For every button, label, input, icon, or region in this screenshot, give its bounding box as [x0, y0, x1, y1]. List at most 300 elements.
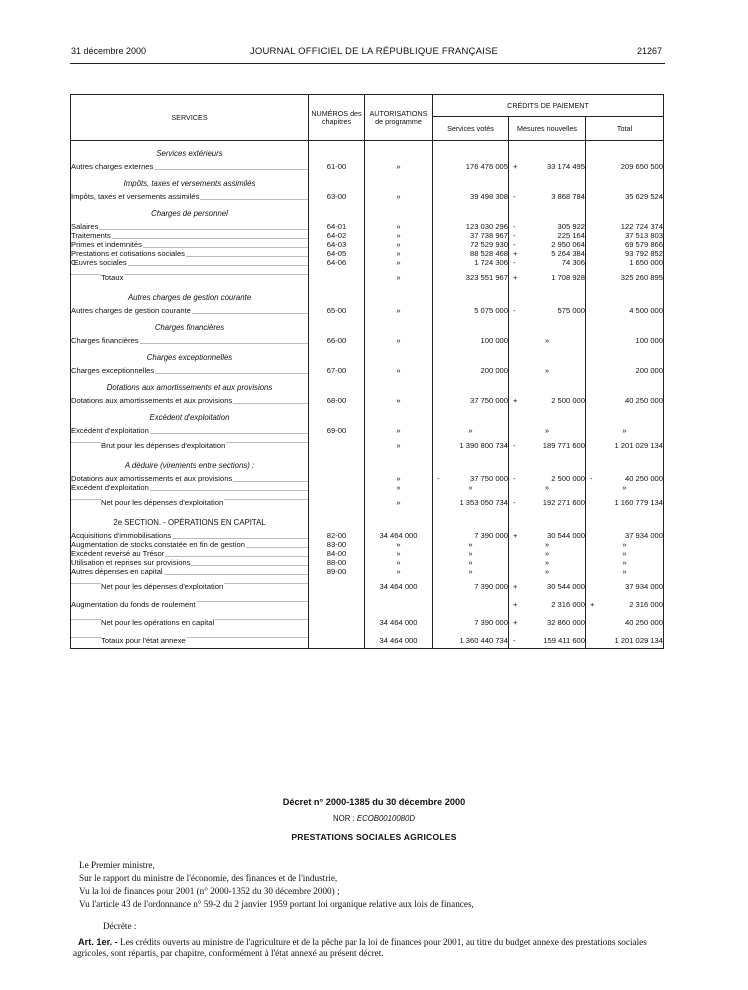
row-label-text: Prestations et cotisations sociales: [71, 249, 185, 258]
total-value-text: »: [622, 426, 627, 435]
empty-cell: [309, 510, 365, 531]
services-votes-value: [433, 366, 509, 375]
services-votes-value-text: 1 724 306: [474, 258, 508, 267]
empty-cell: [509, 315, 586, 336]
services-votes-value: [433, 630, 509, 649]
autorisation-value: 34 464 000: [365, 576, 433, 594]
total-value-text: 1 201 029 134: [614, 636, 663, 645]
total-value: [586, 366, 664, 375]
mesures-nouvelles-value-text: »: [544, 558, 550, 567]
section-heading-row: [71, 345, 664, 366]
row-label-text: Dotations aux amortissements et aux provisions: [71, 474, 233, 483]
services-votes-value-text: »: [468, 558, 473, 567]
decree-line: Le Premier ministre,: [79, 860, 155, 870]
row-label-text: Totaux pour l'état annexe: [101, 636, 186, 645]
empty-cell: [433, 141, 509, 163]
mesures-nouvelles-value-text: »: [544, 540, 550, 549]
services-votes-value: [433, 531, 509, 540]
row-label-text: Charges financières: [71, 336, 139, 345]
decree-line: Vu l'article 43 de l'ordonnance n° 59-2 du 2 janvier 1959 portant loi organique relative aux lois de finances,: [79, 899, 474, 909]
mesures-nouvelles-value-text: 159 411 600: [543, 636, 585, 645]
total-value: [586, 612, 664, 630]
total-value: [586, 540, 664, 549]
mesures-nouvelles-value-text: 189 771 600: [542, 441, 585, 450]
total-value-text: »: [622, 567, 627, 576]
total-value: [586, 549, 664, 558]
services-votes-value: [433, 249, 509, 258]
chapter-number: 64-05: [309, 249, 365, 258]
services-votes-value-text: 7 390 000: [474, 531, 508, 540]
empty-cell: [586, 510, 664, 531]
autorisation-value: »: [365, 492, 433, 510]
section-heading: Impôts, taxes et versements assimilés: [71, 171, 309, 192]
total-value: [586, 483, 664, 492]
mesures-nouvelles-value: [509, 474, 586, 483]
total-value-text: 325 260 895: [620, 273, 663, 282]
services-votes-value: [433, 426, 509, 435]
mesures-nouvelles-value-text: 575 000: [557, 306, 585, 315]
services-votes-value-text: 323 551 967: [465, 273, 508, 282]
row-label: [71, 258, 309, 267]
table-row: [71, 192, 664, 201]
total-value-text: 93 792 852: [624, 249, 663, 258]
services-votes-value: [433, 474, 509, 483]
row-label-text: Brut pour les dépenses d'exploitation: [101, 441, 226, 450]
empty-cell: [509, 285, 586, 306]
total-value: [586, 396, 664, 405]
chapter-number: 64-01: [309, 222, 365, 231]
total-row: [71, 612, 664, 630]
col-header-mesures-nouvelles: Mesures nouvelles: [509, 117, 586, 141]
nor-label: NOR :: [333, 814, 355, 823]
services-votes-value-text: 1 390 800 734: [459, 441, 508, 450]
total-value-text: »: [622, 549, 627, 558]
chapter-number: [309, 267, 365, 285]
section-heading-row: [71, 201, 664, 222]
mesures-nouvelles-value: [509, 567, 586, 576]
services-votes-value: [433, 336, 509, 345]
section-heading: Services extérieurs: [71, 141, 309, 163]
sign-symbol: -: [590, 474, 593, 483]
sign-symbol: -: [437, 474, 440, 483]
total-value-text: 40 250 000: [624, 474, 663, 483]
mesures-nouvelles-value: [509, 426, 586, 435]
mesures-nouvelles-value-text: 2 500 000: [551, 396, 585, 405]
total-value-text: »: [622, 483, 627, 492]
mesures-nouvelles-value-text: 33 174 495: [546, 162, 585, 171]
total-row: [71, 492, 664, 510]
empty-cell: [365, 405, 433, 426]
total-value: [586, 558, 664, 567]
row-label-text: Autres charges de gestion courante: [71, 306, 191, 315]
autorisation-value: »: [365, 306, 433, 315]
row-label: [71, 336, 309, 345]
table-row: [71, 558, 664, 567]
row-label-text: Autres charges externes: [71, 162, 154, 171]
row-label-text: Net pour les dépenses d'exploitation: [101, 498, 224, 507]
section-heading-row: [71, 453, 664, 474]
total-row: [71, 630, 664, 649]
autorisation-value: 34 464 000: [365, 630, 433, 649]
article-label: Art. 1er. -: [78, 937, 118, 947]
decree-article-1: [73, 937, 663, 959]
services-votes-value-text: 7 390 000: [474, 618, 508, 627]
autorisation-value: »: [365, 567, 433, 576]
section-heading: Charges financières: [71, 315, 309, 336]
empty-cell: [509, 141, 586, 163]
table-row: [71, 306, 664, 315]
section-heading-row: [71, 171, 664, 192]
sign-symbol: -: [513, 636, 516, 645]
section-heading: Charges exceptionnelles: [71, 345, 309, 366]
mesures-nouvelles-value-text: »: [544, 336, 550, 345]
sign-symbol: -: [513, 306, 516, 315]
autorisation-value: [365, 594, 433, 612]
empty-cell: [509, 510, 586, 531]
col-header-services-votes: Services votés: [433, 117, 509, 141]
mesures-nouvelles-value: [509, 222, 586, 231]
table-row: [71, 594, 664, 612]
section-heading: A déduire (virements entre sections) :: [71, 453, 309, 474]
section-heading: Dotations aux amortissements et aux provisions: [71, 375, 309, 396]
row-label-text: Augmentation de stocks constatée en fin de gestion: [71, 540, 245, 549]
total-value: [586, 192, 664, 201]
services-votes-value: [433, 576, 509, 594]
section-heading-row: [71, 375, 664, 396]
mesures-nouvelles-value-text: 305 922: [557, 222, 585, 231]
empty-cell: [586, 315, 664, 336]
sign-symbol: +: [513, 162, 518, 171]
autorisation-value: »: [365, 426, 433, 435]
chapter-number: [309, 474, 365, 483]
autorisation-value: »: [365, 558, 433, 567]
col-header-credits: CRÉDITS DE PAIEMENT: [433, 95, 664, 117]
mesures-nouvelles-value-text: 1 708 928: [551, 273, 585, 282]
table-row: [71, 222, 664, 231]
table-row: [71, 540, 664, 549]
total-value-text: »: [622, 540, 627, 549]
services-votes-value: [433, 612, 509, 630]
empty-cell: [586, 285, 664, 306]
empty-cell: [309, 171, 365, 192]
row-label: [71, 567, 309, 576]
services-votes-value-text: 37 750 000: [469, 396, 508, 405]
budget-table: [70, 94, 664, 649]
total-value-text: 4 500 000: [629, 306, 663, 315]
empty-cell: [365, 453, 433, 474]
autorisation-value: »: [365, 540, 433, 549]
mesures-nouvelles-value-text: »: [544, 426, 550, 435]
empty-cell: [586, 405, 664, 426]
services-votes-value-text: 1 353 050 734: [459, 498, 508, 507]
decree-title: Décret n° 2000-1385 du 30 décembre 2000: [282, 797, 466, 807]
services-votes-value-text: 37 738 967: [469, 231, 508, 240]
chapter-number: 84-00: [309, 549, 365, 558]
mesures-nouvelles-value: [509, 231, 586, 240]
row-label: [71, 576, 309, 594]
services-votes-value: [433, 549, 509, 558]
mesures-nouvelles-value-text: 30 544 000: [546, 582, 585, 591]
services-votes-value-text: 176 476 005: [465, 162, 508, 171]
total-value-text: 40 250 000: [624, 618, 663, 627]
empty-cell: [433, 345, 509, 366]
row-label-text: Charges exceptionnelles: [71, 366, 155, 375]
autorisation-value: »: [365, 192, 433, 201]
total-value: [586, 567, 664, 576]
row-label: [71, 162, 309, 171]
autorisation-value: »: [365, 474, 433, 483]
mesures-nouvelles-value: [509, 306, 586, 315]
chapter-number: [309, 492, 365, 510]
total-row: [71, 267, 664, 285]
section-heading: 2e SECTION. - OPÉRATIONS EN CAPITAL: [71, 510, 309, 531]
mesures-nouvelles-value: [509, 594, 586, 612]
mesures-nouvelles-value-text: »: [544, 567, 550, 576]
total-value-text: 209 650 500: [620, 162, 663, 171]
chapter-number: 83-00: [309, 540, 365, 549]
mesures-nouvelles-value: [509, 396, 586, 405]
row-label-text: Impôts, taxes et versements assimilés: [71, 192, 200, 201]
row-label: [71, 306, 309, 315]
services-votes-value: [433, 267, 509, 285]
total-value-text: 200 000: [635, 366, 663, 375]
table-row: [71, 258, 664, 267]
chapter-number: [309, 435, 365, 453]
mesures-nouvelles-value: [509, 612, 586, 630]
services-votes-value-text: 88 528 468: [469, 249, 508, 258]
header-date: 31 décembre 2000: [71, 46, 147, 56]
mesures-nouvelles-value: [509, 630, 586, 649]
autorisation-value: 34 464 000: [365, 531, 433, 540]
header-journal-title: JOURNAL OFFICIEL DE LA RÉPUBLIQUE FRANÇAISE: [249, 46, 499, 57]
mesures-nouvelles-value: [509, 576, 586, 594]
empty-cell: [365, 315, 433, 336]
row-label-text: Excédent d'exploitation: [71, 426, 149, 435]
empty-cell: [365, 285, 433, 306]
total-value-text: 37 934 000: [624, 582, 663, 591]
empty-cell: [365, 375, 433, 396]
services-votes-value-text: »: [468, 483, 473, 492]
mesures-nouvelles-value: [509, 336, 586, 345]
row-label-text: Autres dépenses en capital: [71, 567, 163, 576]
mesures-nouvelles-value-text: 2 950 064: [551, 240, 585, 249]
col-header-autorisations: AUTORISATIONS de programme: [365, 95, 433, 141]
total-value-text: 100 000: [635, 336, 663, 345]
total-value: [586, 231, 664, 240]
autorisation-value: »: [365, 258, 433, 267]
total-value: [586, 267, 664, 285]
chapter-number: 64-06: [309, 258, 365, 267]
mesures-nouvelles-value-text: »: [544, 366, 550, 375]
chapter-number: 66-00: [309, 336, 365, 345]
table-row: [71, 549, 664, 558]
section-heading: Excédent d'exploitation: [71, 405, 309, 426]
col-header-total: Total: [586, 117, 664, 141]
empty-cell: [586, 201, 664, 222]
mesures-nouvelles-value: [509, 366, 586, 375]
sign-symbol: -: [513, 474, 516, 483]
empty-cell: [365, 171, 433, 192]
autorisation-value: »: [365, 336, 433, 345]
total-value: [586, 531, 664, 540]
row-label: [71, 630, 309, 649]
empty-cell: [309, 315, 365, 336]
table-row: [71, 474, 664, 483]
empty-cell: [365, 141, 433, 163]
row-label-text: Excédent reversé au Trésor: [71, 549, 165, 558]
row-label: [71, 531, 309, 540]
row-label: [71, 426, 309, 435]
total-value: [586, 630, 664, 649]
sign-symbol: -: [513, 498, 516, 507]
services-votes-value-text: 7 390 000: [474, 582, 508, 591]
mesures-nouvelles-value: [509, 558, 586, 567]
decree-nor: [0, 814, 748, 823]
table-row: [71, 240, 664, 249]
total-value: [586, 492, 664, 510]
row-label-text: Œuvres sociales: [71, 258, 127, 267]
row-label: [71, 558, 309, 567]
budget-table-body: [71, 141, 664, 649]
chapter-number: 88-00: [309, 558, 365, 567]
chapter-number: 69-00: [309, 426, 365, 435]
row-label-text: Traitements: [71, 231, 111, 240]
chapter-number: 64-03: [309, 240, 365, 249]
section-heading-row: [71, 141, 664, 163]
empty-cell: [509, 405, 586, 426]
empty-cell: [309, 345, 365, 366]
chapter-number: 61-00: [309, 162, 365, 171]
total-value-text: 37 513 803: [624, 231, 663, 240]
total-value: [586, 435, 664, 453]
chapter-number: 82-00: [309, 531, 365, 540]
empty-cell: [586, 171, 664, 192]
decree-subject: PRESTATIONS SOCIALES AGRICOLES: [291, 832, 457, 842]
total-value-text: 122 724 374: [620, 222, 663, 231]
autorisation-value: »: [365, 483, 433, 492]
total-value-text: 2 316 000: [629, 600, 663, 609]
row-label: [71, 549, 309, 558]
services-votes-value: [433, 558, 509, 567]
mesures-nouvelles-value-text: 30 544 000: [546, 531, 585, 540]
col-header-services: SERVICES: [71, 95, 309, 141]
table-row: [71, 396, 664, 405]
services-votes-value-text: »: [468, 426, 473, 435]
total-value-text: 40 250 000: [624, 396, 663, 405]
sign-symbol: -: [513, 222, 516, 231]
table-row: [71, 162, 664, 171]
table-row: [71, 567, 664, 576]
mesures-nouvelles-value-text: 32 860 000: [546, 618, 585, 627]
row-label: [71, 192, 309, 201]
total-value-text: »: [622, 558, 627, 567]
total-value: [586, 594, 664, 612]
decree-line: Vu la loi de finances pour 2001 (n° 2000-1352 du 30 décembre 2000) ;: [79, 886, 340, 896]
row-label-text: Augmentation du fonds de roulement: [71, 600, 196, 609]
col-header-chapitres: NUMÉROS des chapitres: [309, 95, 365, 141]
services-votes-value: [433, 240, 509, 249]
chapter-number: [309, 594, 365, 612]
chapter-number: 68-00: [309, 396, 365, 405]
mesures-nouvelles-value: [509, 258, 586, 267]
mesures-nouvelles-value-text: 2 500 000: [551, 474, 585, 483]
total-row: [71, 576, 664, 594]
row-label-text: Utilisation et reprises sur provisions: [71, 558, 191, 567]
row-label: [71, 267, 309, 285]
section-heading-row: [71, 405, 664, 426]
table-row: [71, 483, 664, 492]
services-votes-value: [433, 162, 509, 171]
autorisation-value: »: [365, 435, 433, 453]
empty-cell: [365, 345, 433, 366]
mesures-nouvelles-value: [509, 267, 586, 285]
row-label: [71, 540, 309, 549]
sign-symbol: +: [590, 600, 595, 609]
autorisation-value: »: [365, 267, 433, 285]
empty-cell: [509, 345, 586, 366]
chapter-number: 67-00: [309, 366, 365, 375]
nor-code: ECOB0010080D: [356, 814, 415, 823]
total-value: [586, 336, 664, 345]
total-value: [586, 162, 664, 171]
row-label: [71, 612, 309, 630]
total-value-text: 1 650 000: [629, 258, 663, 267]
empty-cell: [433, 510, 509, 531]
mesures-nouvelles-value: [509, 540, 586, 549]
sign-symbol: +: [513, 273, 518, 282]
services-votes-value: [433, 192, 509, 201]
services-votes-value: [433, 483, 509, 492]
row-label: [71, 492, 309, 510]
header-page-number: 21267: [636, 46, 662, 56]
row-label: [71, 483, 309, 492]
row-label: [71, 231, 309, 240]
sign-symbol: -: [513, 240, 516, 249]
total-value-text: 35 629 524: [624, 192, 663, 201]
row-label: [71, 396, 309, 405]
services-votes-value-text: 1 360 440 734: [459, 636, 508, 645]
sign-symbol: +: [513, 249, 518, 258]
section-heading-row: [71, 510, 664, 531]
decree-line: Sur le rapport du ministre de l'économie, des finances et de l'industrie,: [79, 873, 338, 883]
empty-cell: [433, 315, 509, 336]
total-value: [586, 474, 664, 483]
article-text: Les crédits ouverts au ministre de l'agriculture et de la pêche par la loi de finances pour 2001, au titre du budget annexe des prestations sociales agricoles, sont répartis, par chapitre, conformément à l'état annexé au présent décret.: [73, 937, 647, 958]
section-heading-row: [71, 315, 664, 336]
services-votes-value-text: 37 750 000: [469, 474, 508, 483]
empty-cell: [509, 171, 586, 192]
services-votes-value: [433, 594, 509, 612]
mesures-nouvelles-value: [509, 192, 586, 201]
total-value: [586, 222, 664, 231]
total-value: [586, 258, 664, 267]
sign-symbol: -: [513, 258, 516, 267]
autorisation-value: »: [365, 240, 433, 249]
empty-cell: [586, 345, 664, 366]
sign-symbol: -: [513, 231, 516, 240]
autorisation-value: »: [365, 222, 433, 231]
services-votes-value: [433, 396, 509, 405]
services-votes-value-text: 72 529 930: [469, 240, 508, 249]
sign-symbol: -: [513, 192, 516, 201]
total-value-text: 69 579 866: [624, 240, 663, 249]
mesures-nouvelles-value-text: 74 306: [561, 258, 585, 267]
autorisation-value: »: [365, 366, 433, 375]
empty-cell: [365, 510, 433, 531]
chapter-number: [309, 612, 365, 630]
empty-cell: [433, 453, 509, 474]
services-votes-value-text: 100 000: [480, 336, 508, 345]
